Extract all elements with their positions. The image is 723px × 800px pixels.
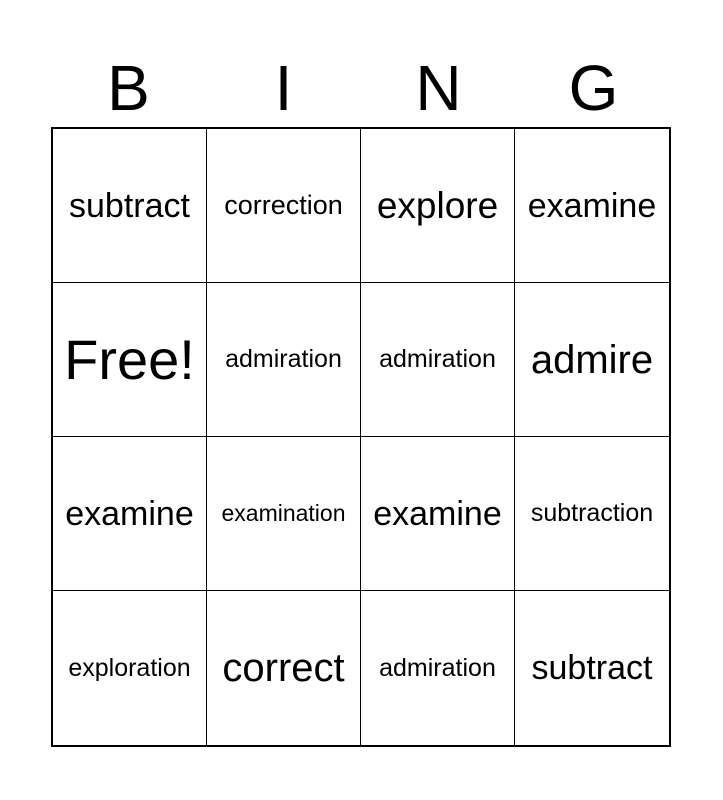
bingo-cell[interactable]: examine <box>53 437 207 591</box>
bingo-cell[interactable]: subtraction <box>515 437 669 591</box>
bingo-cell[interactable]: admire <box>515 283 669 437</box>
bingo-cell[interactable]: subtract <box>531 649 653 687</box>
bingo-cell[interactable]: admiration <box>361 283 515 437</box>
bingo-cell[interactable]: correct <box>207 591 361 745</box>
bingo-cell[interactable]: admiration <box>207 283 361 437</box>
bingo-cell[interactable]: examination <box>207 437 361 591</box>
free-space-cell[interactable]: Free! <box>53 283 207 437</box>
bingo-cell[interactable]: examine <box>515 129 669 283</box>
bingo-header <box>51 50 671 126</box>
bingo-cell[interactable]: admiration <box>361 591 515 745</box>
header-letter-i: I <box>274 52 293 124</box>
bingo-cell[interactable]: explore <box>361 129 515 283</box>
bingo-cell[interactable]: subtract <box>53 129 207 283</box>
header-letter-g: G <box>568 52 619 124</box>
bingo-cell[interactable]: correction <box>207 129 361 283</box>
bingo-cell[interactable]: examine <box>361 437 515 591</box>
bingo-board <box>51 127 671 747</box>
header-letter-n: N <box>415 52 462 124</box>
header-letter-b: B <box>107 52 150 124</box>
bingo-cell[interactable]: exploration <box>53 591 207 745</box>
